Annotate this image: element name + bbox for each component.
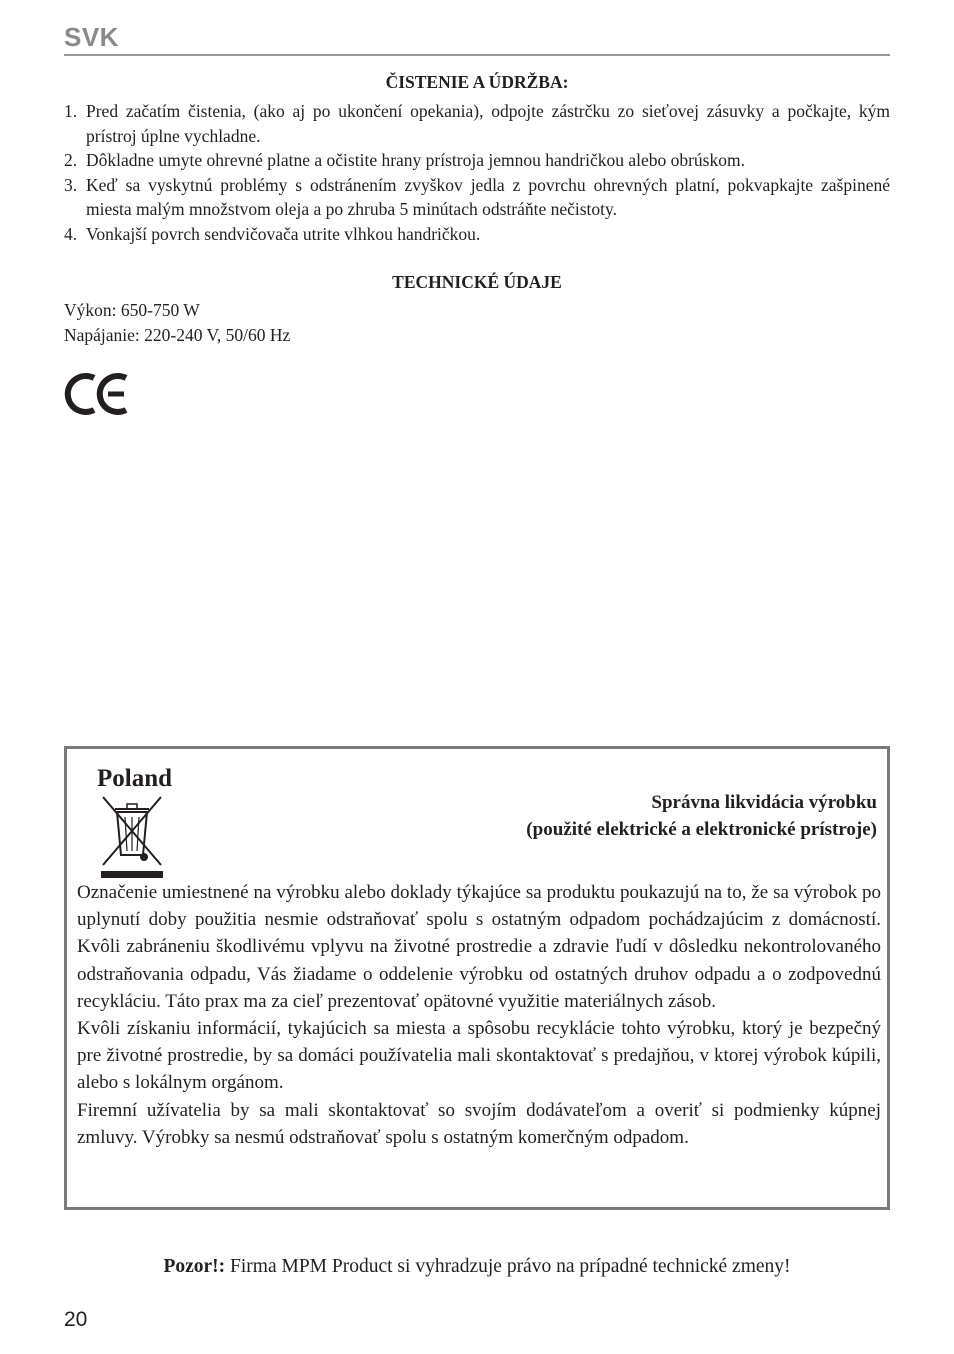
technical-title: TECHNICKÉ ÚDAJE xyxy=(392,272,562,292)
step-text: Keď sa vyskytnú problémy s odstránením zvyškov jedla z povrchu ohrevných platní, pokvapkajte zašpinené miesta malým množstvom oleja a po zhruba 5 minútach odstráňte nečistoty. xyxy=(86,174,890,219)
header-divider xyxy=(64,54,890,56)
language-code: SVK xyxy=(64,22,119,52)
page-number: 20 xyxy=(64,1308,88,1331)
step-number: 1. xyxy=(64,101,78,121)
technical-change-notice xyxy=(64,1256,890,1278)
step-number: 4. xyxy=(64,223,78,244)
cleaning-step xyxy=(64,222,890,247)
cleaning-steps xyxy=(64,99,890,246)
disposal-body xyxy=(77,879,881,1151)
disposal-paragraph: Firemní užívatelia by sa mali skontaktovať so svojím dodávateľom a overiť si podmienky kúpnej zmluvy. Výrobky sa nesmú odstraňovať spolu s ostatným komerčným odpadom. xyxy=(77,1099,881,1148)
disposal-notice-box xyxy=(64,746,890,1210)
cleaning-title: ČISTENIE A ÚDRŽBA: xyxy=(385,72,569,92)
step-text: Dôkladne umyte ohrevné platne a očistite hrany prístroja jemnou handričkou alebo obrúskom. xyxy=(86,150,745,170)
notice-label: Pozor!: xyxy=(163,1256,226,1277)
ce-mark-icon xyxy=(64,370,130,418)
crossed-bin-icon xyxy=(99,795,165,879)
step-number: 2. xyxy=(64,150,78,170)
disposal-title xyxy=(526,789,877,843)
disposal-title-line2: (použité elektrické a elektronické prístroje) xyxy=(526,819,877,840)
technical-specs xyxy=(64,298,290,348)
power-spec: Výkon: 650-750 W xyxy=(64,300,200,320)
cleaning-step xyxy=(64,148,890,173)
disposal-paragraph: Označenie umiestnené na výrobku alebo doklady týkajúce sa produktu poukazujú na to, že sa výrobok po uplynutí doby použitia nesmie odstraňovať spolu s ostatným odpadom pochádzajúcim z domácností. Kvôli zabráneniu škodlivému vplyvu na životné prostredie a zdravie ľudí v dôsledku nekontrolovaného odstraňovania odpadu, Vás žiadame o oddelenie výrobku od ostatných druhov odpadu a o zodpovednú recykláciu. Táto prax ma za cieľ prezentovať opätovné využitie materiálnych zásob. xyxy=(77,882,881,1012)
step-text: Pred začatím čistenia, (ako aj po ukončení opekania), odpojte zástrčku zo sieťovej zásuvky a počkajte, kým prístroj úplne vychladne. xyxy=(86,101,890,146)
country-label: Poland xyxy=(97,765,173,792)
step-text: Vonkajší povrch sendvičovača utrite vlhkou handričkou. xyxy=(86,223,481,244)
cleaning-step xyxy=(64,173,890,222)
disposal-title-line1: Správna likvidácia výrobku xyxy=(651,792,877,813)
disposal-paragraph: Kvôli získaniu informácií, tykajúcich sa miesta a spôsobu recyklácie tohto výrobku, ktorý je bezpečný pre životné prostredie, by sa domáci používatelia mali skontaktovať s predajňou, v ktorej výrobok kúpili, alebo s lokálnym orgánom. xyxy=(77,1018,881,1094)
notice-text: Firma MPM Product si vyhradzuje právo na prípadné technické zmeny! xyxy=(225,1256,791,1277)
step-number: 3. xyxy=(64,174,78,195)
cleaning-step xyxy=(64,99,890,148)
supply-spec: Napájanie: 220-240 V, 50/60 Hz xyxy=(64,325,291,345)
